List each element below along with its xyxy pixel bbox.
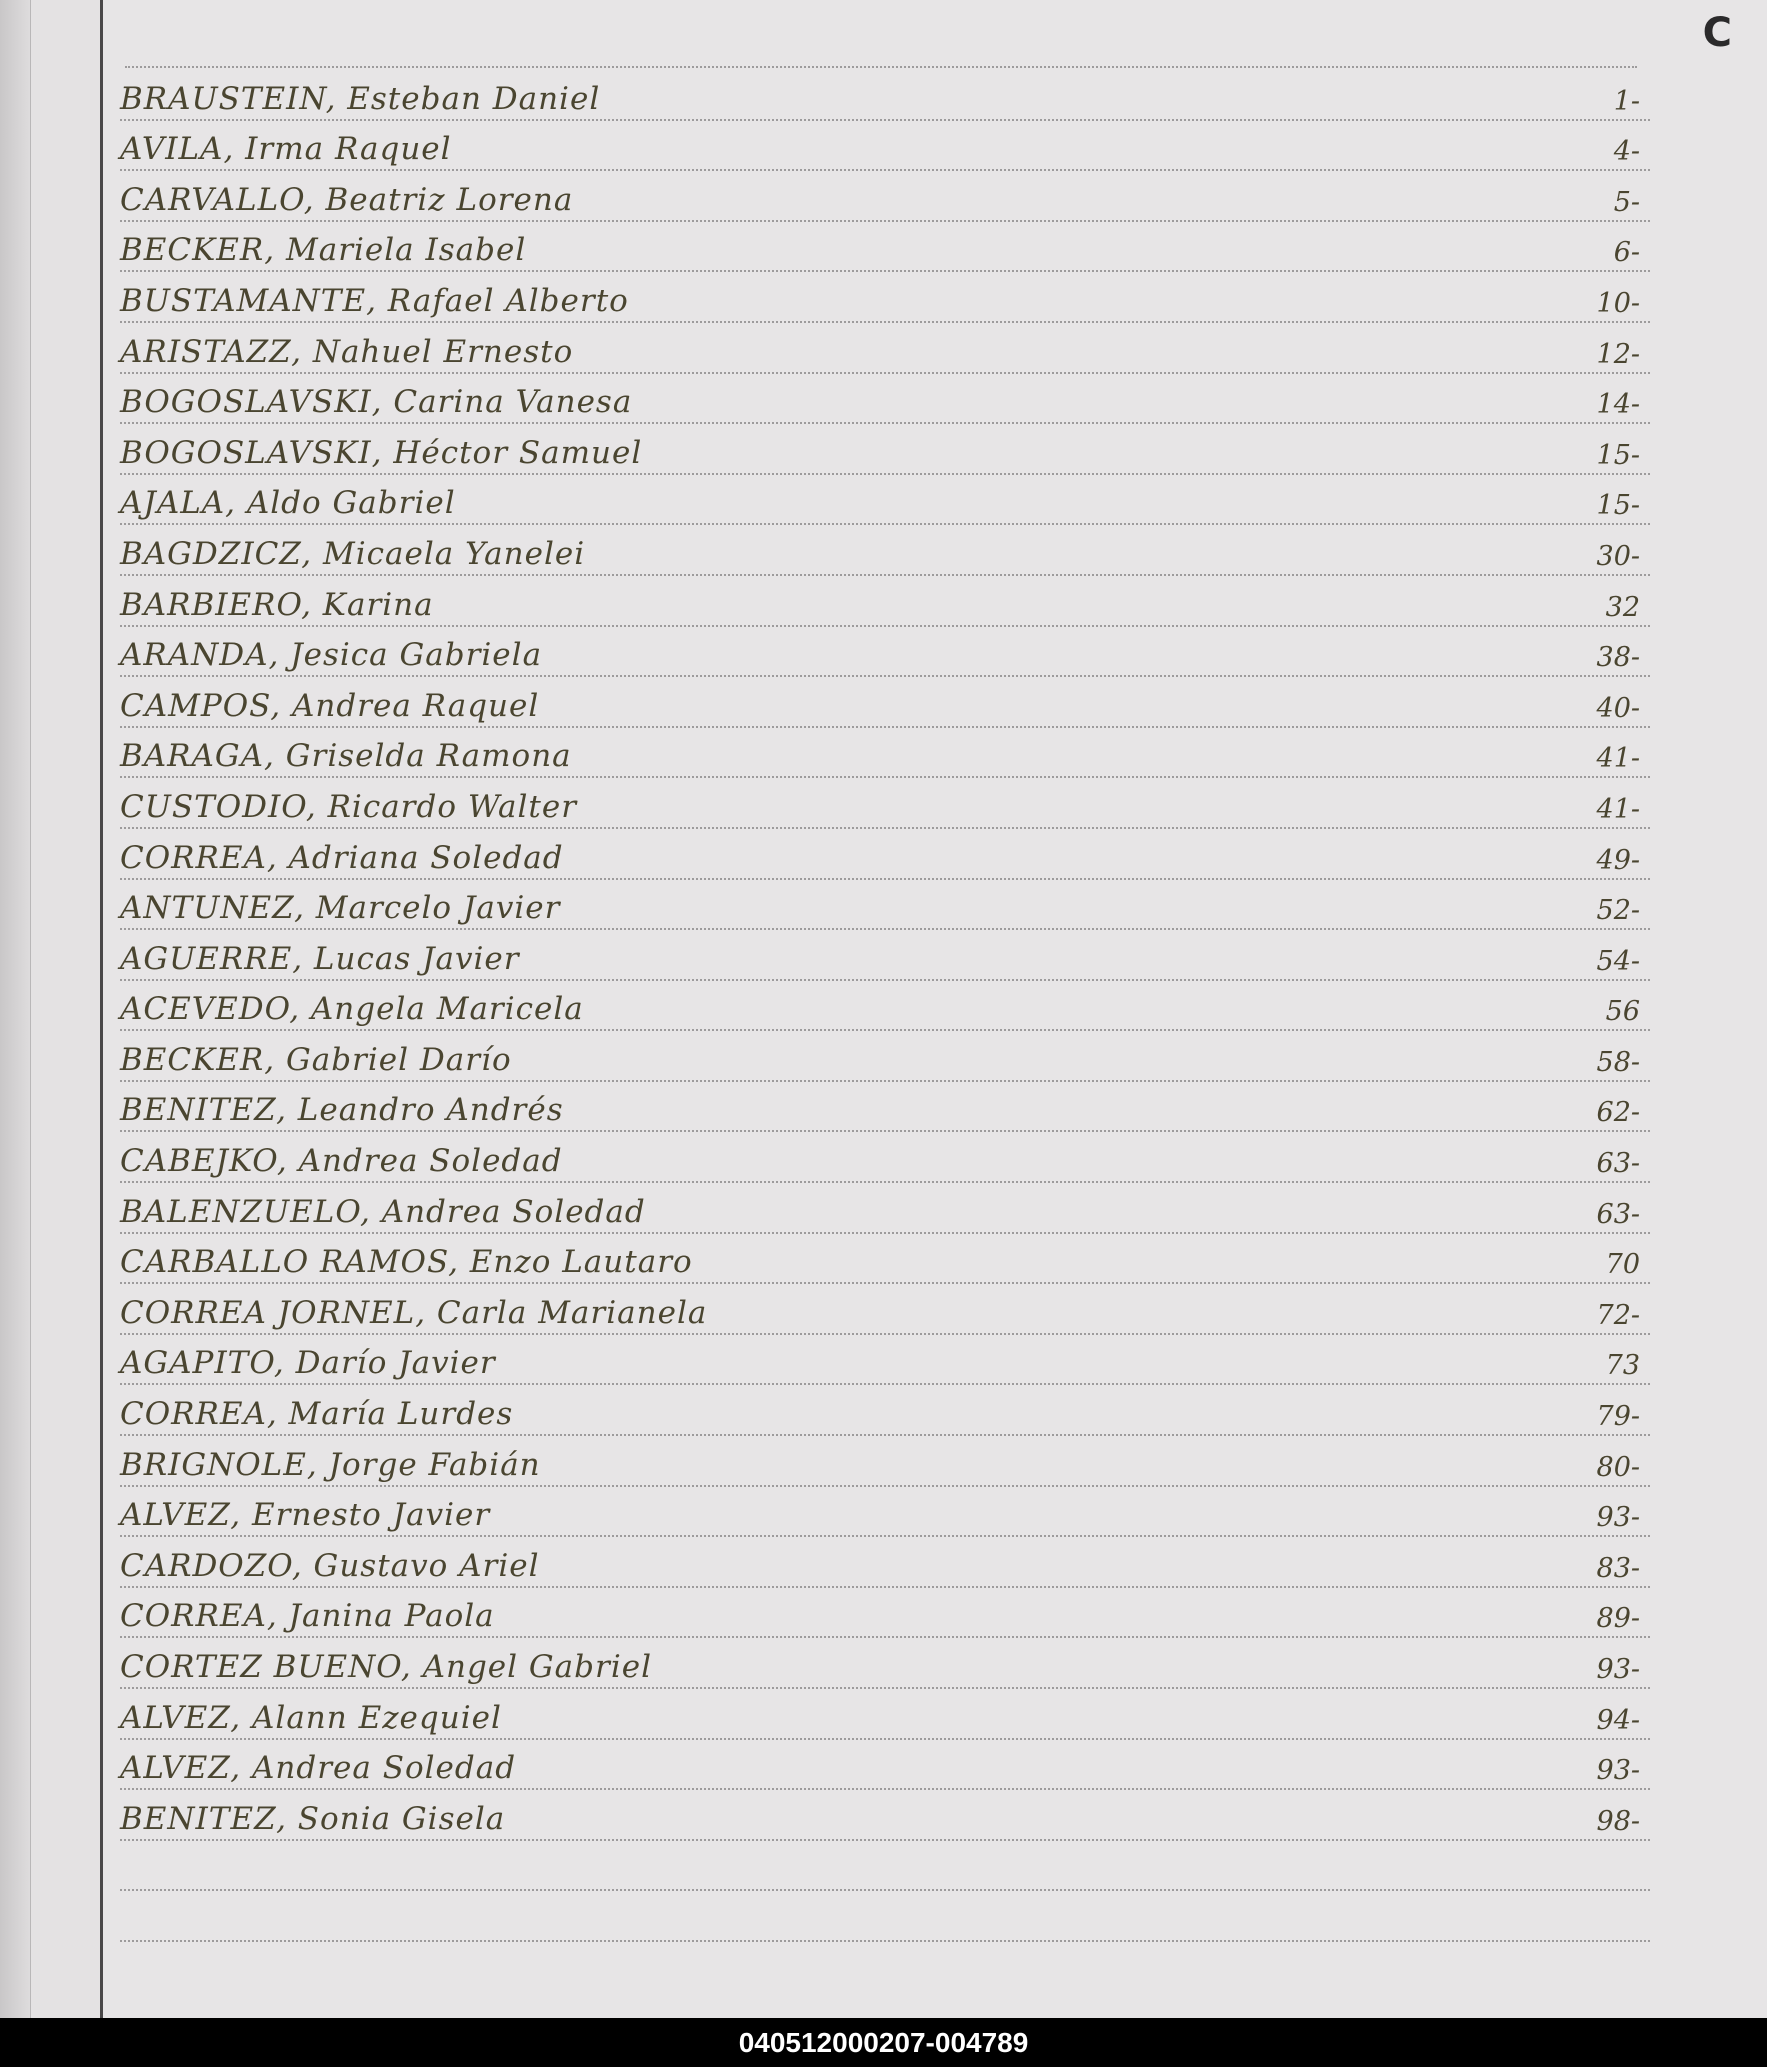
entry-name: CORTEZ BUENO, Angel Gabriel	[120, 1649, 652, 1685]
entry-number: 41-	[1596, 743, 1640, 775]
index-entry-row	[120, 272, 1650, 323]
entry-name: AVILA, Irma Raquel	[120, 131, 452, 168]
index-entry-row	[120, 576, 1650, 627]
index-entry-row	[120, 475, 1650, 526]
name-index-list	[120, 70, 1650, 1942]
index-entry-row	[120, 171, 1650, 222]
index-entry-row	[120, 930, 1650, 981]
entry-number: 72-	[1596, 1299, 1640, 1331]
book-spine-edge	[0, 0, 31, 2018]
entry-number: 58-	[1596, 1046, 1640, 1078]
entry-name: CABEJKO, Andrea Soledad	[120, 1143, 563, 1180]
entry-name: BENITEZ, Sonia Gisela	[120, 1800, 506, 1837]
entry-name: ARANDA, Jesica Gabriela	[120, 637, 543, 674]
document-barcode-caption: 040512000207-004789	[0, 2018, 1767, 2067]
index-entry-row	[120, 1082, 1650, 1133]
entry-name: CUSTODIO, Ricardo Walter	[120, 788, 578, 825]
entry-name: BALENZUELO, Andrea Soledad	[120, 1193, 646, 1230]
entry-number: 54-	[1596, 945, 1640, 977]
entry-number: 38-	[1596, 642, 1640, 674]
index-entry-row	[120, 525, 1650, 576]
index-entry-row	[120, 1841, 1650, 1892]
entry-number: 93-	[1596, 1654, 1640, 1685]
index-entry-row	[120, 1891, 1650, 1942]
entry-name: BAGDZICZ, Micaela Yanelei	[120, 535, 586, 572]
index-entry-row	[120, 1132, 1650, 1183]
entry-name: BECKER, Gabriel Darío	[120, 1041, 512, 1078]
entry-number: 1-	[1613, 85, 1640, 117]
entry-number: 12-	[1596, 338, 1640, 370]
entry-number: 94-	[1596, 1704, 1640, 1736]
index-entry-row	[120, 728, 1650, 779]
index-entry-row	[120, 70, 1650, 121]
entry-name: BENITEZ, Leandro Andrés	[120, 1092, 564, 1129]
index-entry-row	[120, 374, 1650, 425]
entry-name: BRAUSTEIN, Esteban Daniel	[120, 80, 601, 117]
index-entry-row	[120, 1487, 1650, 1538]
index-entry-row	[120, 1183, 1650, 1234]
entry-name: AGAPITO, Darío Javier	[120, 1345, 496, 1382]
index-entry-row	[120, 1790, 1650, 1841]
index-entry-row	[120, 222, 1650, 273]
entry-name: CAMPOS, Andrea Raquel	[120, 687, 540, 724]
index-entry-row	[120, 121, 1650, 172]
index-entry-row	[120, 1385, 1650, 1436]
entry-number: 14-	[1596, 389, 1640, 421]
entry-number: 93-	[1596, 1502, 1640, 1534]
entry-number: 40-	[1596, 692, 1640, 724]
entry-name: BOGOSLAVSKI, Carina Vanesa	[120, 384, 633, 421]
entry-number: 15-	[1596, 439, 1640, 471]
entry-number: 73	[1605, 1350, 1640, 1382]
entry-number: 30-	[1596, 540, 1640, 572]
entry-number: 83-	[1596, 1552, 1640, 1584]
entry-name: ALVEZ, Alann Ezequiel	[120, 1699, 502, 1736]
entry-number: 49-	[1596, 844, 1640, 876]
entry-name: BECKER, Mariela Isabel	[120, 232, 527, 269]
entry-number: 52-	[1596, 895, 1640, 927]
entry-name: ALVEZ, Ernesto Javier	[120, 1497, 491, 1534]
index-entry-row	[120, 1436, 1650, 1487]
entry-name: CORREA, María Lurdes	[120, 1396, 514, 1433]
entry-number: 41-	[1596, 793, 1640, 825]
entry-name: CARBALLO RAMOS, Enzo Lautaro	[120, 1244, 693, 1281]
index-entry-row	[120, 323, 1650, 374]
entry-name: BUSTAMANTE, Rafael Alberto	[120, 282, 629, 319]
entry-number: 32	[1605, 591, 1640, 623]
index-entry-row	[120, 1740, 1650, 1791]
index-entry-row	[120, 1335, 1650, 1386]
entry-name: BOGOSLAVSKI, Héctor Samuel	[120, 434, 643, 471]
entry-number: 10-	[1596, 287, 1640, 319]
entry-name: CARVALLO, Beatriz Lorena	[120, 181, 574, 218]
entry-number: 15-	[1596, 490, 1640, 522]
index-entry-row	[120, 1284, 1650, 1335]
entry-number: 6-	[1613, 237, 1640, 269]
entry-number: 93-	[1596, 1755, 1640, 1787]
index-entry-row	[120, 880, 1650, 931]
entry-name: AGUERRE, Lucas Javier	[120, 940, 520, 977]
index-entry-row	[120, 981, 1650, 1032]
entry-number: 5-	[1613, 186, 1640, 218]
entry-name: ANTUNEZ, Marcelo Javier	[120, 890, 561, 927]
entry-name: ALVEZ, Andrea Soledad	[120, 1750, 517, 1787]
entry-number: 80-	[1596, 1451, 1640, 1483]
index-entry-row	[120, 424, 1650, 475]
entry-number: 70	[1605, 1249, 1640, 1281]
entry-number: 89-	[1596, 1603, 1640, 1635]
index-entry-row	[120, 1031, 1650, 1082]
index-entry-row	[120, 1537, 1650, 1588]
entry-number: 56	[1605, 996, 1640, 1028]
entry-name: BARBIERO, Karina	[120, 586, 434, 623]
entry-name: CORREA, Janina Paola	[120, 1598, 495, 1635]
entry-number: 4-	[1613, 136, 1640, 168]
entry-number: 79-	[1596, 1401, 1640, 1433]
entry-name: BARAGA, Griselda Ramona	[120, 738, 572, 775]
entry-name: ARISTAZZ, Nahuel Ernesto	[120, 333, 574, 370]
index-entry-row	[120, 627, 1650, 678]
entry-name: CARDOZO, Gustavo Ariel	[120, 1547, 540, 1584]
entry-name: ACEVEDO, Angela Maricela	[120, 991, 584, 1028]
entry-number: 63-	[1596, 1148, 1640, 1180]
index-entry-row	[120, 1638, 1650, 1689]
entry-number: 62-	[1596, 1097, 1640, 1129]
index-entry-row	[120, 829, 1650, 880]
entry-name: AJALA, Aldo Gabriel	[120, 485, 456, 522]
index-entry-row	[120, 677, 1650, 728]
entry-name: BRIGNOLE, Jorge Fabián	[120, 1446, 541, 1483]
index-entry-row	[120, 1234, 1650, 1285]
entry-number: 98-	[1596, 1805, 1640, 1837]
top-dotted-rule	[125, 66, 1637, 68]
index-entry-row	[120, 778, 1650, 829]
entry-name: CORREA, Adriana Soledad	[120, 839, 564, 876]
index-letter: C	[1702, 10, 1732, 56]
entry-name: CORREA JORNEL, Carla Marianela	[120, 1294, 708, 1331]
entry-number: 63-	[1596, 1198, 1640, 1230]
index-entry-row	[120, 1588, 1650, 1639]
index-entry-row	[120, 1689, 1650, 1740]
